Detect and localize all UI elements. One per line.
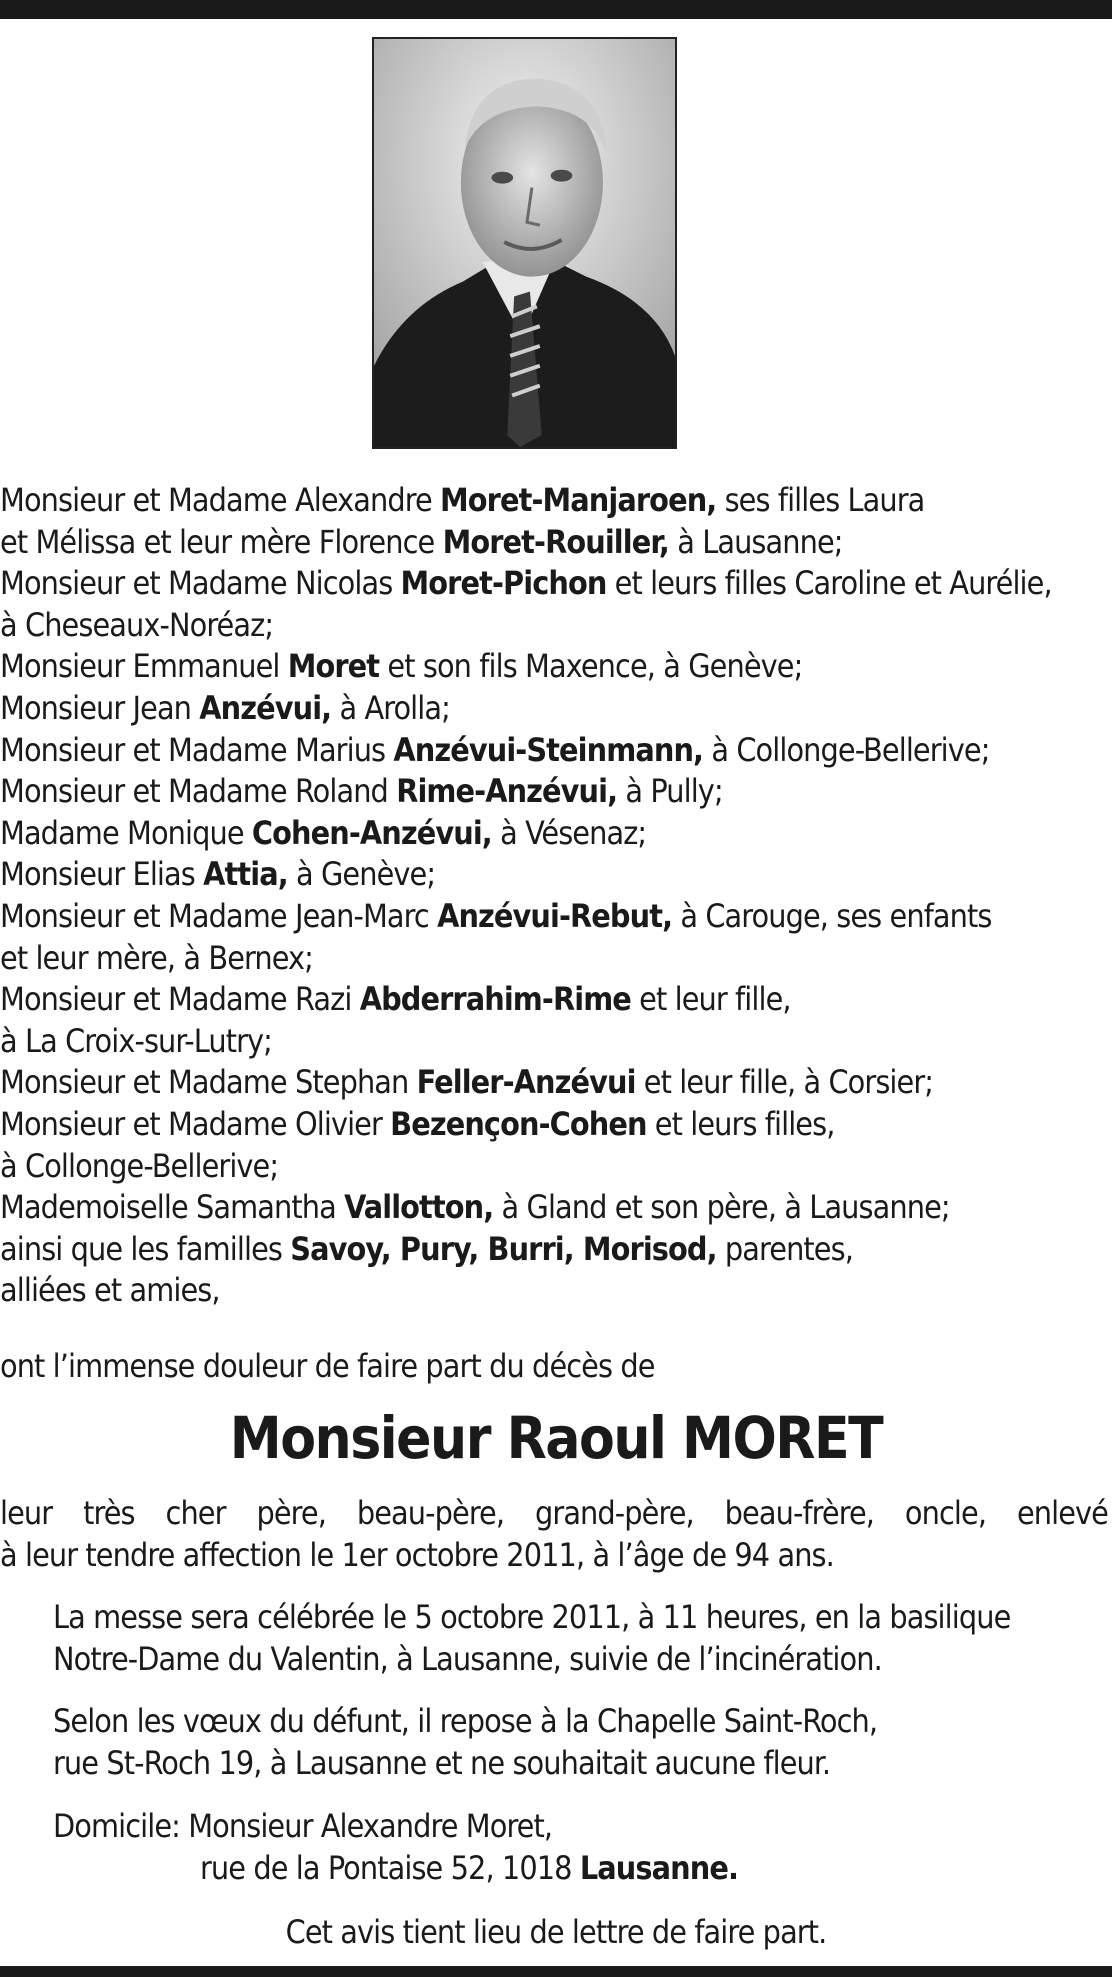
family-line xyxy=(0,1269,220,1311)
domicile-line-2 xyxy=(200,1847,738,1889)
family-surname: Anzévui-Steinmann, xyxy=(393,731,704,769)
family-line xyxy=(0,604,273,646)
domicile-line-1: Domicile: Monsieur Alexandre Moret, xyxy=(53,1807,553,1845)
family-surname: Cohen-Anzévui, xyxy=(251,814,492,852)
tribute-line-1: leur très cher père, beau-père, grand-père, beau-frère, oncle, enlevé xyxy=(0,1494,1108,1532)
family-text: à Arolla; xyxy=(331,689,450,727)
family-surname: Abderrahim-Rime xyxy=(359,980,631,1018)
family-surname: Attia, xyxy=(203,855,288,893)
family-line xyxy=(0,978,791,1020)
family-text: à Carouge, ses enfants xyxy=(672,897,992,935)
family-line xyxy=(0,1228,853,1270)
top-rule xyxy=(0,0,1112,19)
family-text: Monsieur et Madame Razi xyxy=(0,980,360,1018)
rest-line-2: rue St-Roch 19, à Lausanne et ne souhaitait aucune fleur. xyxy=(53,1744,831,1782)
family-line xyxy=(0,687,450,729)
family-line xyxy=(0,479,924,521)
family-text: à Lausanne; xyxy=(668,523,843,561)
family-text: Monsieur Jean xyxy=(0,689,200,727)
family-text: Monsieur et Madame Nicolas xyxy=(0,564,401,602)
family-text: à Vésenaz; xyxy=(491,814,647,852)
family-surname: Moret-Pichon xyxy=(400,564,607,602)
family-text: Monsieur et Madame Roland xyxy=(0,772,397,810)
family-surname: Moret-Manjaroen, xyxy=(440,481,717,519)
family-text: Monsieur et Madame Jean-Marc xyxy=(0,897,438,935)
family-text: à Collonge-Bellerive; xyxy=(0,1147,279,1185)
announcement-text: ont l’immense douleur de faire part du décès de xyxy=(0,1347,655,1385)
family-surname: Anzévui, xyxy=(199,689,332,727)
family-surname: Anzévui-Rebut, xyxy=(437,897,673,935)
family-surname: Moret-Rouiller, xyxy=(442,523,669,561)
footer-note: Cet avis tient lieu de lettre de faire part. xyxy=(285,1913,827,1951)
family-text: Madame Monique xyxy=(0,814,252,852)
family-text: alliées et amies, xyxy=(0,1271,220,1309)
family-text: et son fils Maxence, à Genève; xyxy=(379,647,803,685)
family-text: ainsi que les familles xyxy=(0,1230,291,1268)
family-line xyxy=(0,729,990,771)
family-surname: Rime-Anzévui, xyxy=(396,772,618,810)
family-line xyxy=(0,645,802,687)
family-text: et leur mère, à Bernex; xyxy=(0,939,313,977)
family-line xyxy=(0,937,313,979)
tribute-line-2: à leur tendre affection le 1er octobre 2011, à l’âge de 94 ans. xyxy=(0,1536,834,1574)
family-text: à Collonge-Bellerive; xyxy=(703,731,990,769)
family-text: Monsieur et Madame Stephan xyxy=(0,1063,417,1101)
bottom-rule xyxy=(0,1966,1112,1977)
family-line xyxy=(0,1186,950,1228)
family-line xyxy=(0,562,1052,604)
domicile-city: Lausanne. xyxy=(579,1849,739,1887)
family-line xyxy=(0,812,646,854)
family-text: parentes, xyxy=(716,1230,853,1268)
family-line xyxy=(0,770,723,812)
family-text: et leur fille, à Corsier; xyxy=(635,1063,934,1101)
family-line xyxy=(0,853,435,895)
portrait-photo xyxy=(372,37,677,449)
family-text: à Pully; xyxy=(617,772,723,810)
family-line xyxy=(0,1020,272,1062)
family-text: Monsieur Elias xyxy=(0,855,204,893)
family-text: à La Croix-sur-Lutry; xyxy=(0,1022,272,1060)
family-surname: Savoy, Pury, Burri, Morisod, xyxy=(290,1230,717,1268)
family-text: à Cheseaux-Noréaz; xyxy=(0,606,274,644)
family-surname: Feller-Anzévui xyxy=(416,1063,636,1101)
domicile-street: rue de la Pontaise 52, 1018 xyxy=(200,1849,580,1887)
rest-line-1: Selon les vœux du défunt, il repose à la Chapelle Saint-Roch, xyxy=(53,1702,878,1740)
family-line xyxy=(0,521,843,563)
family-text: Mademoiselle Samantha xyxy=(0,1188,345,1226)
family-text: Monsieur et Madame Olivier xyxy=(0,1105,391,1143)
family-text: et leurs filles, xyxy=(646,1105,835,1143)
family-surname: Moret xyxy=(287,647,380,685)
family-line xyxy=(0,1145,278,1187)
family-text: et leurs filles Caroline et Aurélie, xyxy=(606,564,1052,602)
family-line xyxy=(0,1103,834,1145)
mass-line-1: La messe sera célébrée le 5 octobre 2011, à 11 heures, en la basilique xyxy=(53,1598,1011,1636)
deceased-name: Monsieur Raoul MORET xyxy=(229,1404,883,1472)
family-text: Monsieur et Madame Alexandre xyxy=(0,481,441,519)
family-text: et Mélissa et leur mère Florence xyxy=(0,523,443,561)
family-surname: Vallotton, xyxy=(344,1188,494,1226)
family-surname: Bezençon-Cohen xyxy=(390,1105,647,1143)
family-text: Monsieur Emmanuel xyxy=(0,647,288,685)
family-text: ses filles Laura xyxy=(716,481,925,519)
family-line xyxy=(0,895,992,937)
family-text: à Gland et son père, à Lausanne; xyxy=(493,1188,950,1226)
mass-line-2: Notre-Dame du Valentin, à Lausanne, suivie de l’incinération. xyxy=(53,1640,882,1678)
family-line xyxy=(0,1061,933,1103)
family-text: Monsieur et Madame Marius xyxy=(0,731,394,769)
family-text: et leur fille, xyxy=(630,980,791,1018)
family-text: à Genève; xyxy=(287,855,436,893)
